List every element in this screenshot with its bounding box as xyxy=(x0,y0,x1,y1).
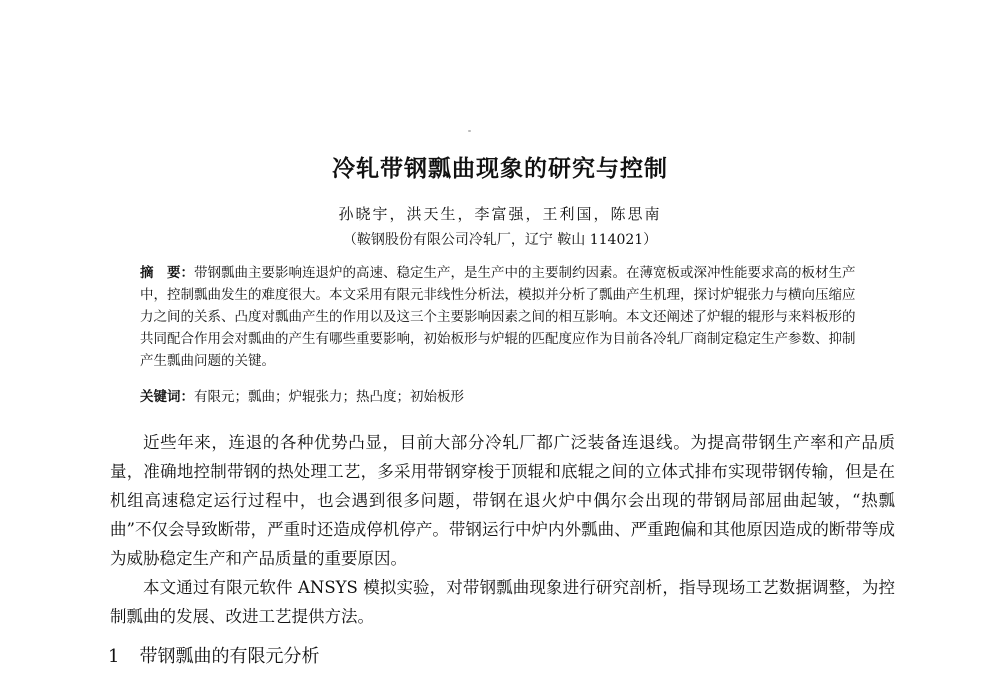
section-heading xyxy=(108,642,319,668)
paper-title: 冷轧带钢瓢曲现象的研究与控制 xyxy=(332,156,668,182)
body-paragraph: 近些年来，连退的各种优势凸显，目前大部分冷轧厂都广泛装备连退线。为提高带钢生产率和产品质量，准确地控制带钢的热处理工艺，多采用带钢穿梭于顶辊和底辊之间的立体式排布实现带钢传输，但是在机组高速稳定运行过程中，也会遇到很多问题，带钢在退火炉中偶尔会出现的带钢局部屈曲起皱，“热瓢曲”不仅会导致断带，严重时还造成停机停产。带钢运行中炉内外瓢曲、严重跑偏和其他原因造成的断带等成为威胁稳定生产和产品质量的重要原因。 xyxy=(110,433,895,568)
keywords-label: 关键词： xyxy=(140,389,194,405)
abstract xyxy=(140,262,860,372)
keywords-text: 有限元；瓢曲；炉辊张力；热凸度；初始板形 xyxy=(194,389,464,405)
body-text xyxy=(110,428,895,631)
scan-speck xyxy=(468,130,471,132)
section-title: 带钢瓢曲的有限元分析 xyxy=(139,646,320,667)
author-list: 孙晓宇，洪天生，李富强，王利国，陈思南 xyxy=(338,205,662,223)
body-paragraph: 本文通过有限元软件 ANSYS 模拟实验，对带钢瓢曲现象进行研究剖析，指导现场工艺数据调整，为控制瓢曲的发展、改进工艺提供方法。 xyxy=(110,578,895,626)
abstract-text: 带钢瓢曲主要影响连退炉的高速、稳定生产，是生产中的主要制约因素。在薄宽板或深冲性能要求高的板材生产中，控制瓢曲发生的难度很大。本文采用有限元非线性分析法，模拟并分析了瓢曲产生机理，探讨炉辊张力与横向压缩应力之间的关系、凸度对瓢曲产生的作用以及这三个主要影响因素之间的相互影响。本文还阐述了炉辊的辊形与来料板形的共同配合作用会对瓢曲的产生有哪些重要影响，初始板形与炉辊的匹配度应作为目前各冷轧厂商制定稳定生产参数、抑制产生瓢曲问题的关键。 xyxy=(140,265,856,369)
section-number: 1 xyxy=(108,646,120,667)
keywords xyxy=(140,385,860,405)
abstract-label: 摘 要： xyxy=(140,265,194,281)
affiliation: （鞍钢股份有限公司冷轧厂，辽宁 鞍山 114021） xyxy=(342,232,658,248)
